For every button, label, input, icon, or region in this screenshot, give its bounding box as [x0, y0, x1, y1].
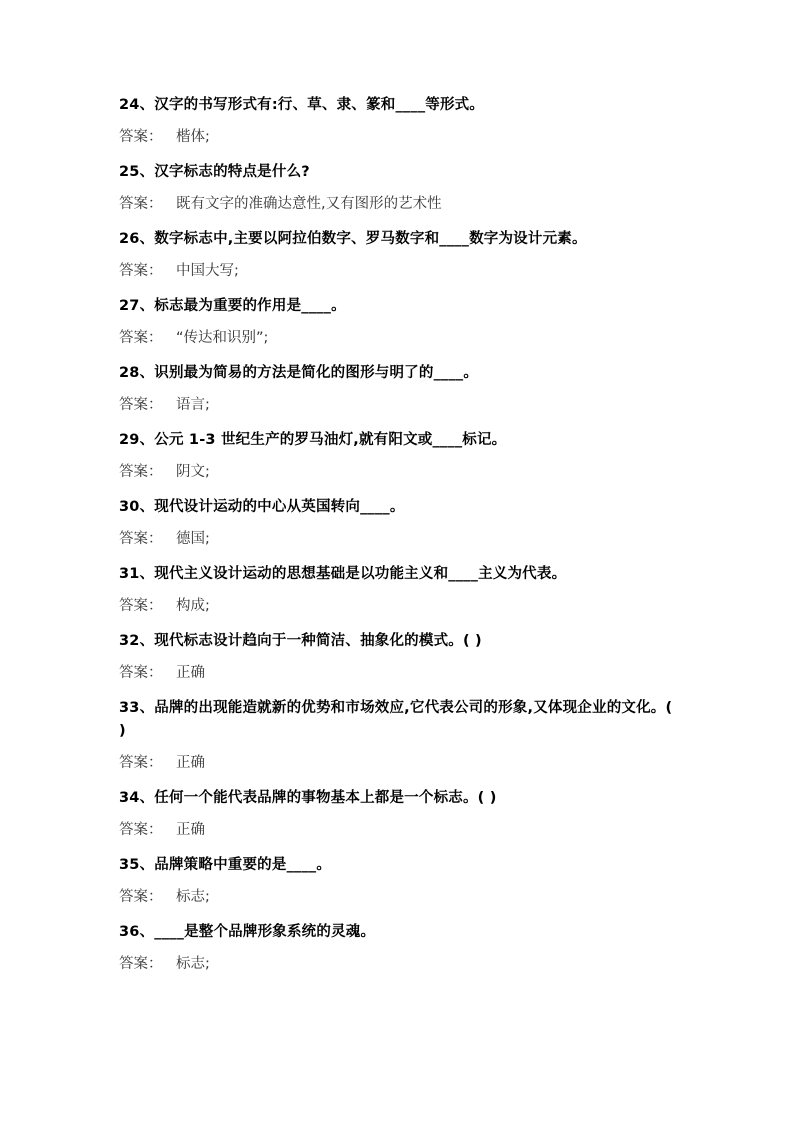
- question-text: 29、公元 1-3 世纪生产的罗马油灯,就有阳文或____标记。: [119, 432, 507, 448]
- answer-text: 标志;: [176, 889, 210, 905]
- answer-row: [119, 820, 679, 840]
- question-text: 27、标志最为重要的作用是____。: [119, 298, 346, 314]
- answer-label: 答案：: [119, 598, 163, 614]
- answer-label: 答案：: [119, 755, 163, 771]
- qa-item: [119, 787, 679, 840]
- qa-item: [119, 854, 679, 907]
- question-text: 31、现代主义设计运动的思想基础是以功能主义和____主义为代表。: [119, 566, 567, 582]
- qa-item: [119, 362, 679, 415]
- qa-item: [119, 429, 679, 482]
- answer-label: 答案：: [119, 889, 163, 905]
- answer-text: 构成;: [176, 598, 210, 614]
- answer-text: 正确: [176, 755, 205, 771]
- answer-label: 答案：: [119, 263, 163, 279]
- answer-text: 阴文;: [176, 464, 210, 480]
- question-text: 33、品牌的出现能造就新的优势和市场效应,它代表公司的形象,又体现企业的文化。( ): [119, 700, 673, 739]
- answer-text: 楷体;: [176, 129, 210, 145]
- question-text: 35、品牌策略中重要的是____。: [119, 857, 332, 873]
- answer-label: 答案：: [119, 665, 163, 681]
- answer-label: 答案：: [119, 129, 163, 145]
- answer-row: [119, 328, 679, 348]
- answer-row: [119, 954, 679, 974]
- answer-row: [119, 529, 679, 549]
- answer-text: 德国;: [176, 531, 210, 547]
- answer-text: 中国大写;: [176, 263, 239, 279]
- answer-label: 答案：: [119, 397, 163, 413]
- question-text: 34、任何一个能代表品牌的事物基本上都是一个标志。( ): [119, 790, 497, 806]
- answer-label: 答案：: [119, 822, 163, 838]
- qa-list: [119, 94, 679, 988]
- question-text: 24、汉字的书写形式有:行、草、隶、篆和____等形式。: [119, 97, 485, 113]
- answer-text: 正确: [176, 822, 205, 838]
- answer-label: 答案：: [119, 531, 163, 547]
- answer-row: [119, 395, 679, 415]
- question-text: 25、汉字标志的特点是什么?: [119, 164, 310, 180]
- answer-text: 正确: [176, 665, 205, 681]
- answer-row: [119, 194, 679, 214]
- question-text: 32、现代标志设计趋向于一种简洁、抽象化的模式。( ): [119, 633, 482, 649]
- qa-item: [119, 630, 679, 683]
- answer-row: [119, 753, 679, 773]
- qa-item: [119, 563, 679, 616]
- question-text: 28、识别最为简易的方法是简化的图形与明了的____。: [119, 365, 479, 381]
- qa-item: [119, 496, 679, 549]
- answer-row: [119, 127, 679, 147]
- answer-label: 答案：: [119, 956, 163, 972]
- answer-text: “传达和识别”;: [176, 330, 269, 346]
- qa-item: [119, 697, 679, 773]
- question-text: 26、数字标志中,主要以阿拉伯数字、罗马数字和____数字为设计元素。: [119, 231, 587, 247]
- qa-item: [119, 295, 679, 348]
- qa-item: [119, 228, 679, 281]
- answer-row: [119, 663, 679, 683]
- answer-text: 标志;: [176, 956, 210, 972]
- question-text: 36、____是整个品牌形象系统的灵魂。: [119, 924, 376, 940]
- answer-text: 既有文字的准确达意性,又有图形的艺术性: [176, 196, 442, 212]
- answer-row: [119, 261, 679, 281]
- qa-item: [119, 161, 679, 214]
- qa-item: [119, 94, 679, 147]
- answer-row: [119, 887, 679, 907]
- answer-label: 答案：: [119, 330, 163, 346]
- answer-row: [119, 596, 679, 616]
- answer-label: 答案：: [119, 196, 163, 212]
- answer-row: [119, 462, 679, 482]
- qa-item: [119, 921, 679, 974]
- answer-label: 答案：: [119, 464, 163, 480]
- answer-text: 语言;: [176, 397, 210, 413]
- question-text: 30、现代设计运动的中心从英国转向____。: [119, 499, 405, 515]
